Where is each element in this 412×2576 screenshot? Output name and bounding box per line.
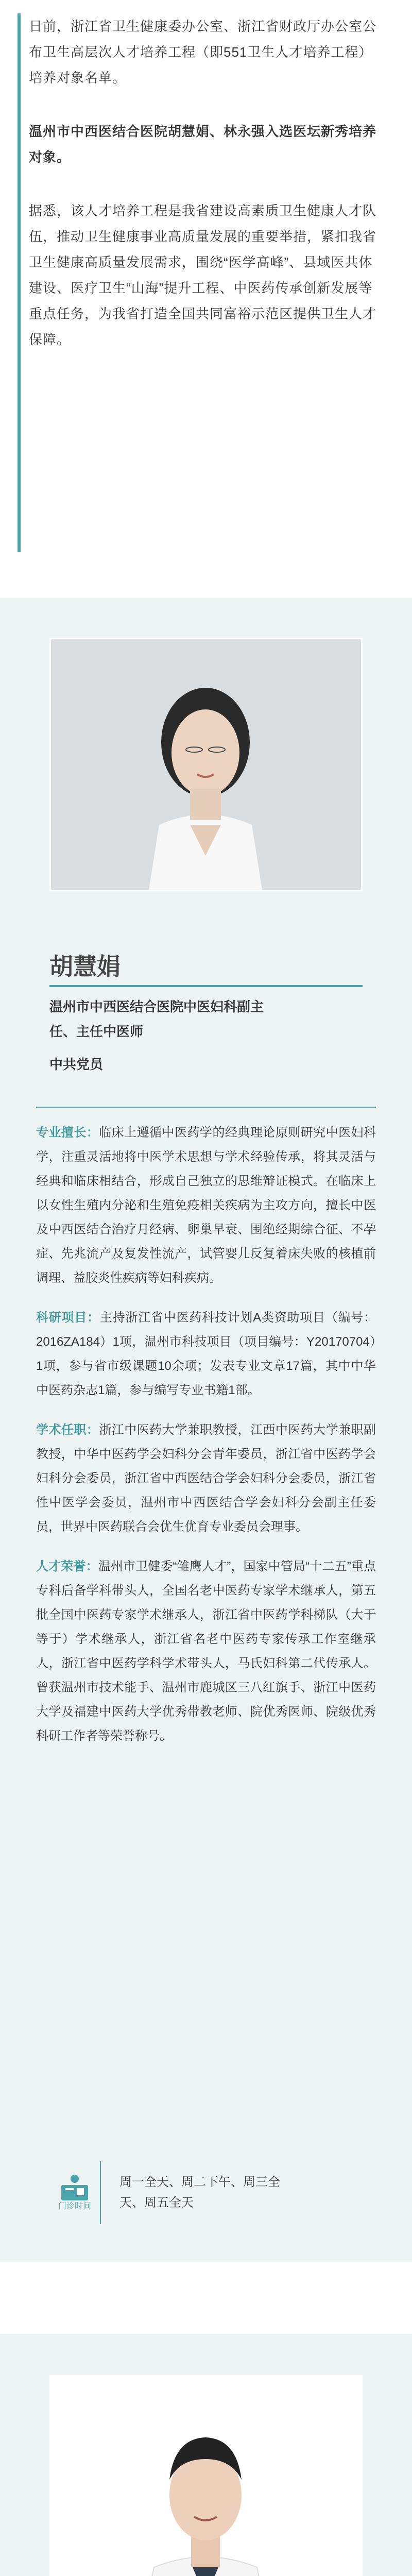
doctor1-name-underline — [49, 985, 363, 987]
doctor1-title-block — [49, 994, 363, 1077]
doctor1-party: 中共党员 — [49, 1057, 104, 1072]
doctor1-academic-label: 学术任职： — [36, 1423, 99, 1437]
doctor1-clinic-schedule — [101, 2172, 280, 2213]
intro-paragraph-2: 温州市中西医结合医院胡慧娟、林永强入选医坛新秀培养对象。 — [29, 124, 377, 165]
doctor1-academic — [36, 1418, 376, 1539]
female-doctor-portrait-icon — [51, 639, 361, 890]
doctor1-clinic-line-1: 周一全天、周二下午、周三全 — [119, 2175, 280, 2189]
intro-paragraph-3: 据悉，该人才培养工程是我省建设高素质卫生健康人才队伍，推动卫生健康事业高质量发展的重要举措，紧扣我省卫生健康高质量发展需求，围绕“医学高峰”、县域医共体建设、医疗卫生“山海”提升工程、中医药传承创新发展等重点任务，为我省打造全国共同富裕示范区提供卫生人才保障。 — [29, 203, 377, 347]
doctor1-specialty-text: 临床上遵循中医药学的经典理论原则研究中医妇科学，注重灵活地将中医学术思想与学术经验传承，将其灵活与经典和临床相结合，形成自己独立的思维辩证模式。在临床上以女性生殖内分泌和生殖免疫相关疾病为主攻方向，擅长中医及中西医结合治疗月经病、卵巢早衰、围绝经期综合征、不孕症、先兆流产及复发性流产，试管婴儿反复着床失败的核植前调理、益胶炎性疾病等妇科疾病。 — [36, 1126, 376, 1285]
doctor1-honor — [36, 1554, 376, 1748]
doctor1-clinic-icon-box — [49, 2161, 101, 2224]
reception-desk-icon — [59, 2174, 90, 2201]
intro-paragraph-1: 日前，浙江省卫生健康委办公室、浙江省财政厅办公室公布卫生高层次人才培养工程（即551卫生人才培养工程）培养对象名单。 — [29, 19, 377, 86]
doctor1-academic-text: 浙江中医药大学兼职教授，江西中医药大学兼职副教授，中华中医药学会妇科分会青年委员，浙江省中医药学会妇科分会委员，浙江省中西医结合学会妇科分会委员，浙江省性中医学会委员，温州市中西医结合学会妇科分会副主任委员，世界中医药联合会优生优育专业委员会理事。 — [36, 1423, 376, 1534]
doctor1-photo — [49, 638, 363, 891]
intro-block — [29, 13, 384, 552]
doctor1-title-line-2: 任、主任中医师 — [49, 1024, 144, 1039]
doctor1-clinic-line-2: 天、周五全天 — [119, 2196, 194, 2210]
doctor1-name: 胡慧娟 — [49, 953, 121, 980]
doctor1-honor-label: 人才荣誉： — [36, 1560, 98, 1573]
intro-accent-bar — [18, 13, 21, 552]
doctor1-title-line-1: 温州市中西医结合医院中医妇科副主 — [49, 999, 264, 1014]
doctor1-honor-text: 温州市卫健委“雏鹰人才”，国家中管局“十二五”重点专科后备学科带头人，全国名老中医药专家学术继承人，第五批全国中医药专家学术继承人，浙江省中医药学科梯队（大于等于）学术继承人，浙江省名老中医药专家传承工作室继承人，浙江省中医药学科学术带头人，马氏妇科第二代传承人。曾获温州市技术能手、温州市鹿城区三八红旗手、浙江中医药大学及福建中医药大学优秀带教老师、院优秀医师、院级优秀科研工作者等荣誉称号。 — [36, 1560, 376, 1743]
doctor1-research-label: 科研项目： — [36, 1311, 100, 1325]
doctor1-clinic-label-2: 时间 — [75, 2202, 92, 2211]
doctor1-body — [36, 1121, 376, 1748]
male-doctor-portrait-icon — [51, 2377, 361, 2576]
doctor1-clinic-label-1: 门诊 — [58, 2202, 75, 2211]
doctor1-research-text: 主持浙江省中医药科技计划A类资助项目（编号：2016ZA184）1项，温州市科技项目（项目编号：Y20170704）1项，参与省市级课题10余项；发表专业文章17篇，其中中华中医药杂志1篇，参与编写专业书籍1部。 — [36, 1311, 376, 1397]
doctor2-photo — [49, 2375, 363, 2576]
doctor1-research — [36, 1306, 376, 1402]
doctor1-specialty-label: 专业擅长： — [36, 1126, 99, 1140]
doctor1-clinic-hours — [49, 2161, 363, 2224]
doctor1-specialty — [36, 1121, 376, 1290]
doctor1-body-divider — [36, 1107, 376, 1108]
